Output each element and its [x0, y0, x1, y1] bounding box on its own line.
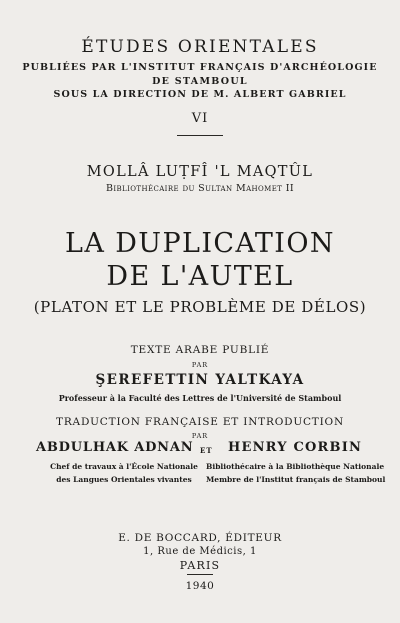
translator-1-role-line-2: des Langues Orientales vivantes [56, 475, 192, 484]
book-subtitle: (PLATON ET LE PROBLÈME DE DÉLOS) [33, 298, 367, 316]
publisher-name: E. DE BOCCARD, ÉDITEUR [118, 532, 282, 544]
translator-2-role-line-1: Bibliothécaire à la Bibliothèque Nationale [206, 462, 385, 471]
series-publisher-line: PUBLIÉES PAR L'INSTITUT FRANÇAIS D'ARCHÉOLOGIE [22, 62, 378, 73]
imprint-rule [187, 574, 213, 575]
translator-2-role-line-2: Membre de l'Institut français de Stamboul [206, 475, 386, 484]
series-title: ÉTUDES ORIENTALES [81, 37, 319, 57]
book-title-line-1: LA DUPLICATION [65, 228, 335, 259]
editor-role: Professeur à la Faculté des Lettres de l'Université de Stamboul [58, 393, 342, 403]
translator-1-name: ABDULHAK ADNAN [36, 440, 194, 455]
by-label: PAR [191, 361, 209, 369]
series-direction-line: SOUS LA DIRECTION DE M. ALBERT GABRIEL [53, 89, 347, 100]
author-role: Bibliothécaire du Sultan Mahomet II [105, 183, 295, 194]
publication-city: PARIS [179, 559, 221, 572]
publication-year: 1940 [185, 580, 215, 592]
by-label-translation: PAR [191, 432, 209, 440]
publisher-address: 1, Rue de Médicis, 1 [143, 546, 257, 557]
text-label: TEXTE ARABE PUBLIÉ [130, 344, 270, 356]
translator-2-name: HENRY CORBIN [228, 440, 363, 455]
divider-rule [177, 135, 223, 136]
conjunction: ET [200, 446, 213, 455]
author-name: MOLLÂ LUṬFÎ 'L MAQTÛL [86, 164, 314, 180]
translation-label: TRADUCTION FRANÇAISE ET INTRODUCTION [56, 416, 344, 428]
series-location-line: DE STAMBOUL [152, 76, 248, 87]
book-title-line-2: DE L'AUTEL [106, 261, 294, 292]
translator-1-role-line-1: Chef de travaux à l'École Nationale [50, 462, 198, 471]
editor-name: ŞEREFETTIN YALTKAYA [95, 372, 305, 388]
volume-number: VI [191, 111, 209, 126]
